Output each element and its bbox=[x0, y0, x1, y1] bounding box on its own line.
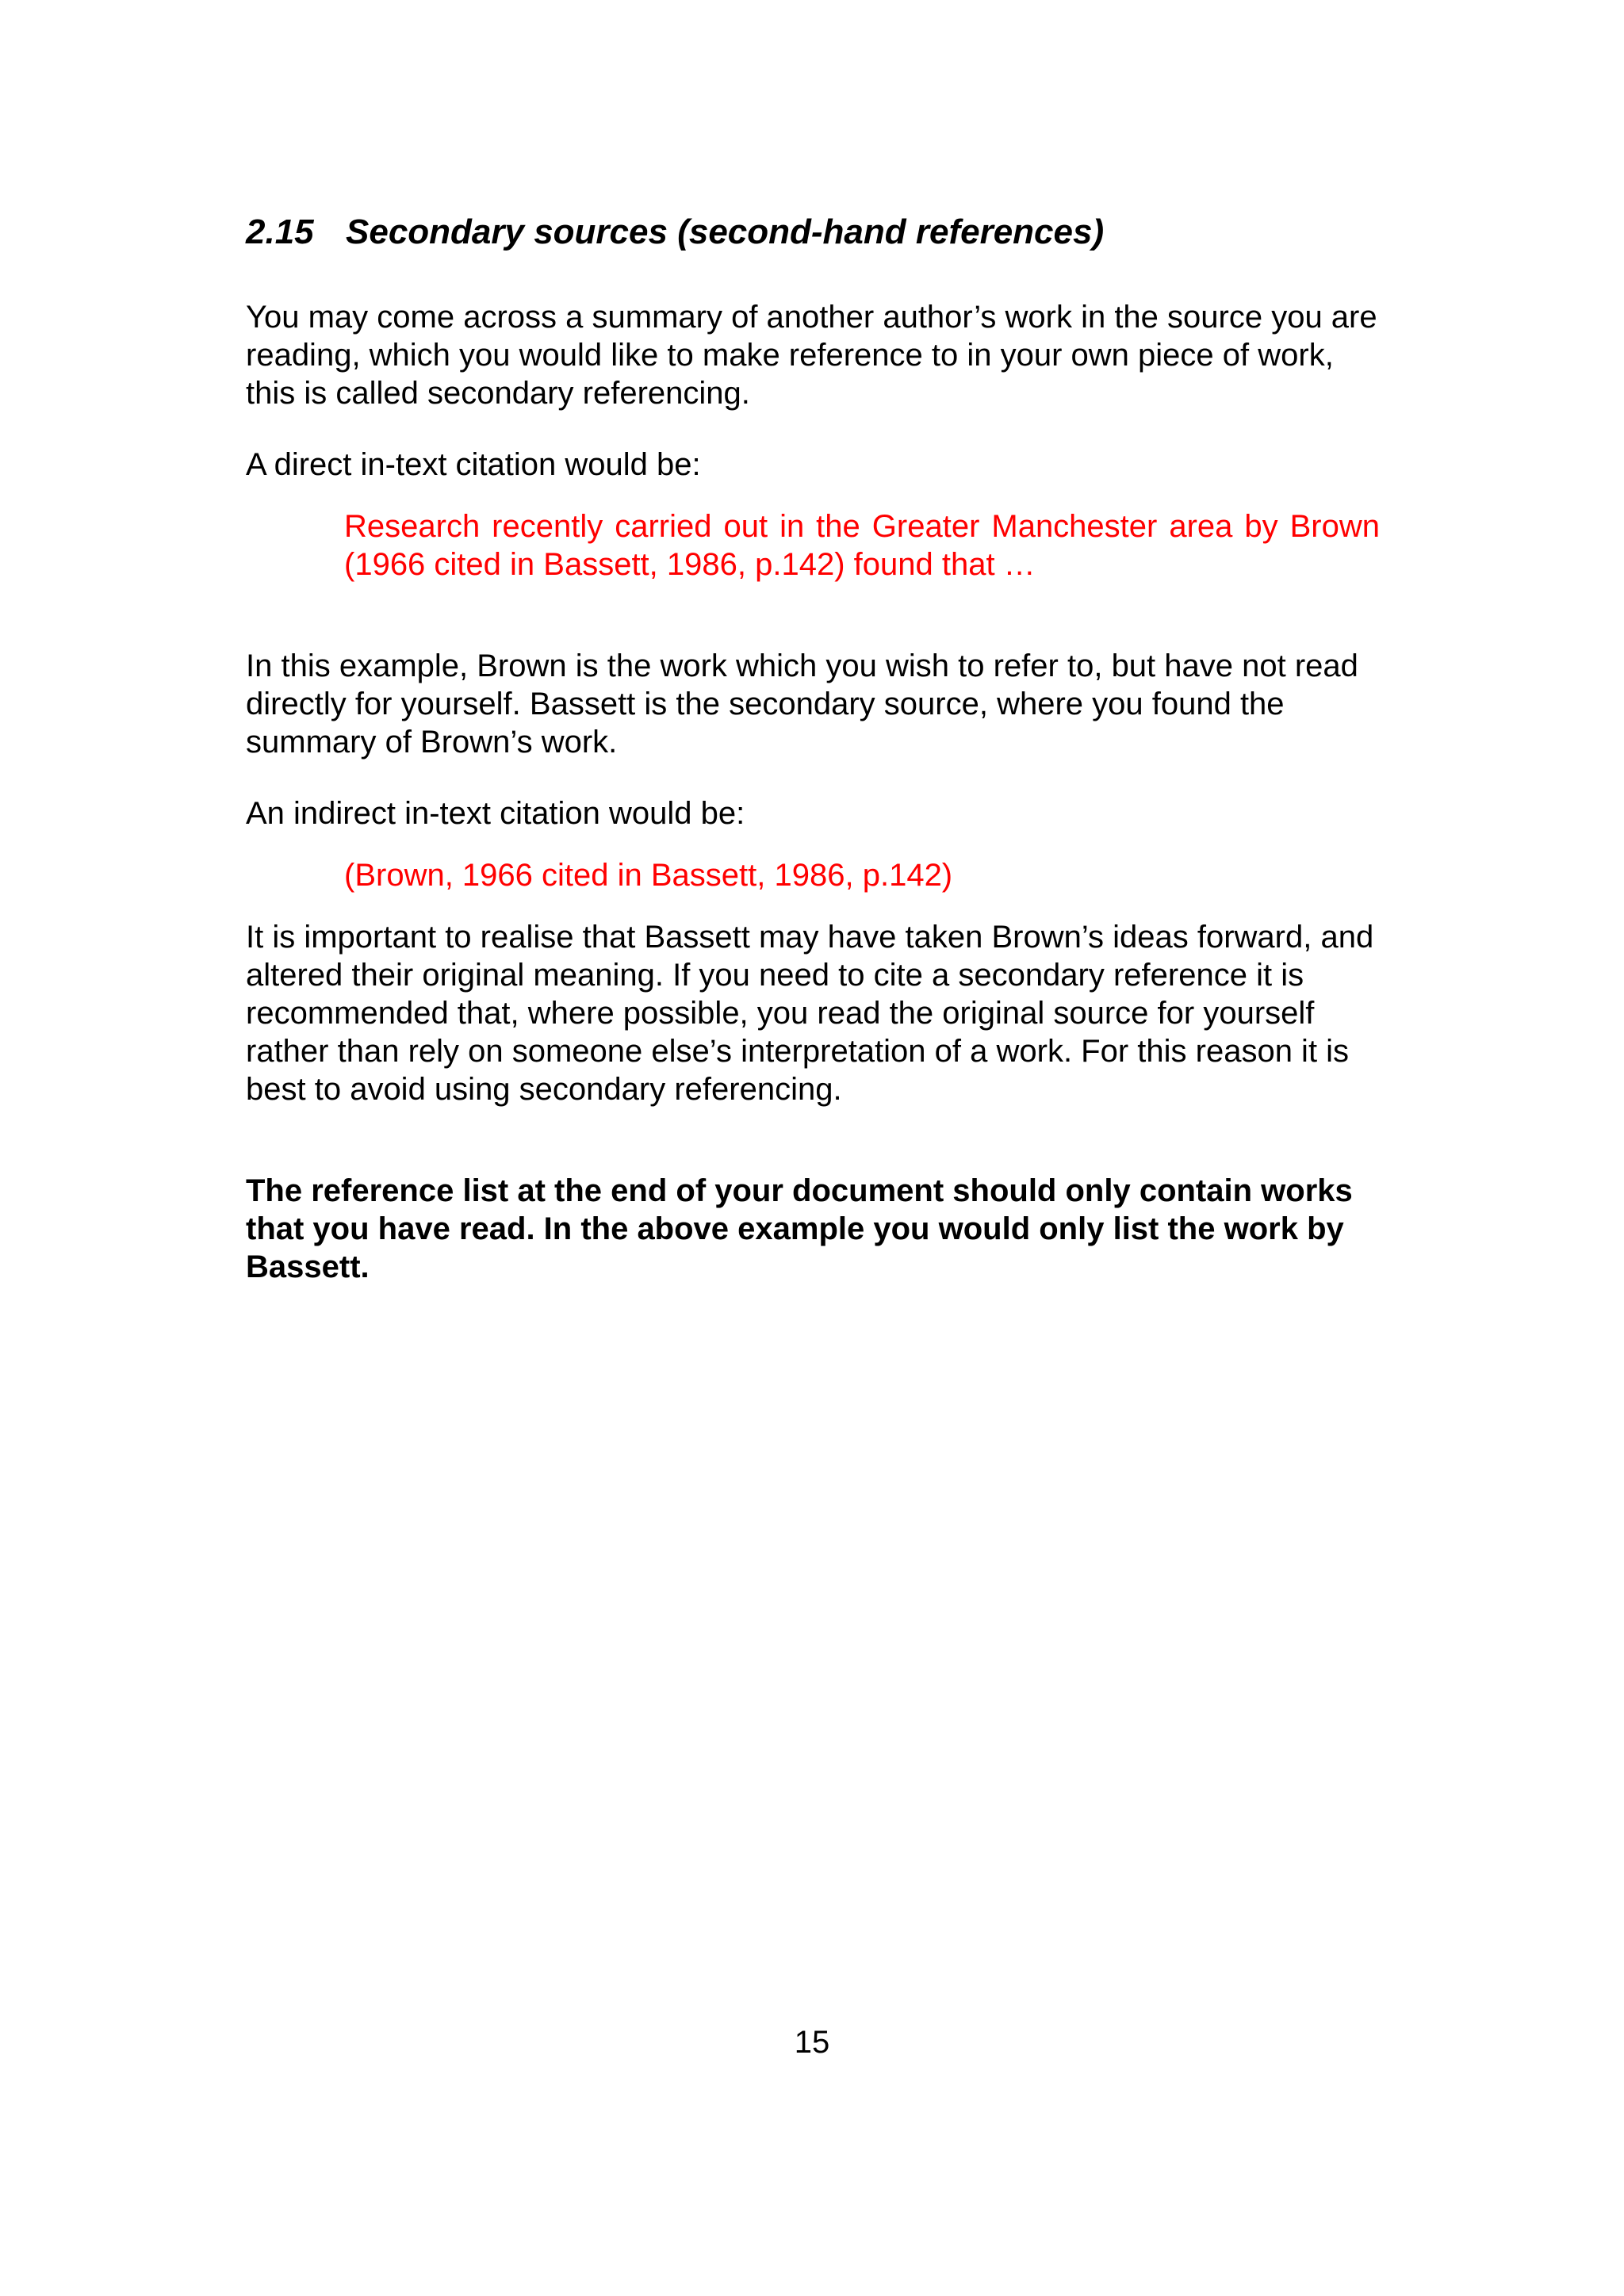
caution-paragraph: It is important to realise that Bassett may have taken Brown’s ideas forward, and altered their original meaning. If you need to cite a secondary reference it is recommended that, where possible, you read the original source for yourself rather than rely on someone else’s interpretation of a work. For this reason it is best to avoid using secondary referencing. bbox=[246, 920, 1374, 1107]
intro-paragraph: You may come across a summary of another author’s work in the source you are reading, which you would like to make reference to in your own piece of work, this is called secondary referencing. bbox=[246, 300, 1377, 411]
section-heading bbox=[246, 209, 1380, 255]
direct-citation-example: Research recently carried out in the Greater Manchester area by Brown (1966 cited in Bassett, 1986, p.142) found that … bbox=[344, 509, 1380, 582]
section-title: Secondary sources (second-hand references) bbox=[346, 212, 1105, 251]
reference-list-note: The reference list at the end of your document should only contain works that you have read. In the above example you would only list the work by Bassett. bbox=[246, 1173, 1353, 1284]
indirect-citation-label: An indirect in-text citation would be: bbox=[246, 796, 745, 831]
direct-citation-label: A direct in-text citation would be: bbox=[246, 447, 701, 482]
document-page bbox=[246, 209, 1380, 1318]
section-number: 2.15 bbox=[246, 212, 314, 251]
page-number: 15 bbox=[794, 2025, 830, 2060]
indirect-citation-example: (Brown, 1966 cited in Bassett, 1986, p.142) bbox=[344, 858, 953, 893]
explanation-paragraph: In this example, Brown is the work which you wish to refer to, but have not read directly for yourself. Bassett is the secondary source, where you found the summary of Brown’s work. bbox=[246, 649, 1358, 760]
